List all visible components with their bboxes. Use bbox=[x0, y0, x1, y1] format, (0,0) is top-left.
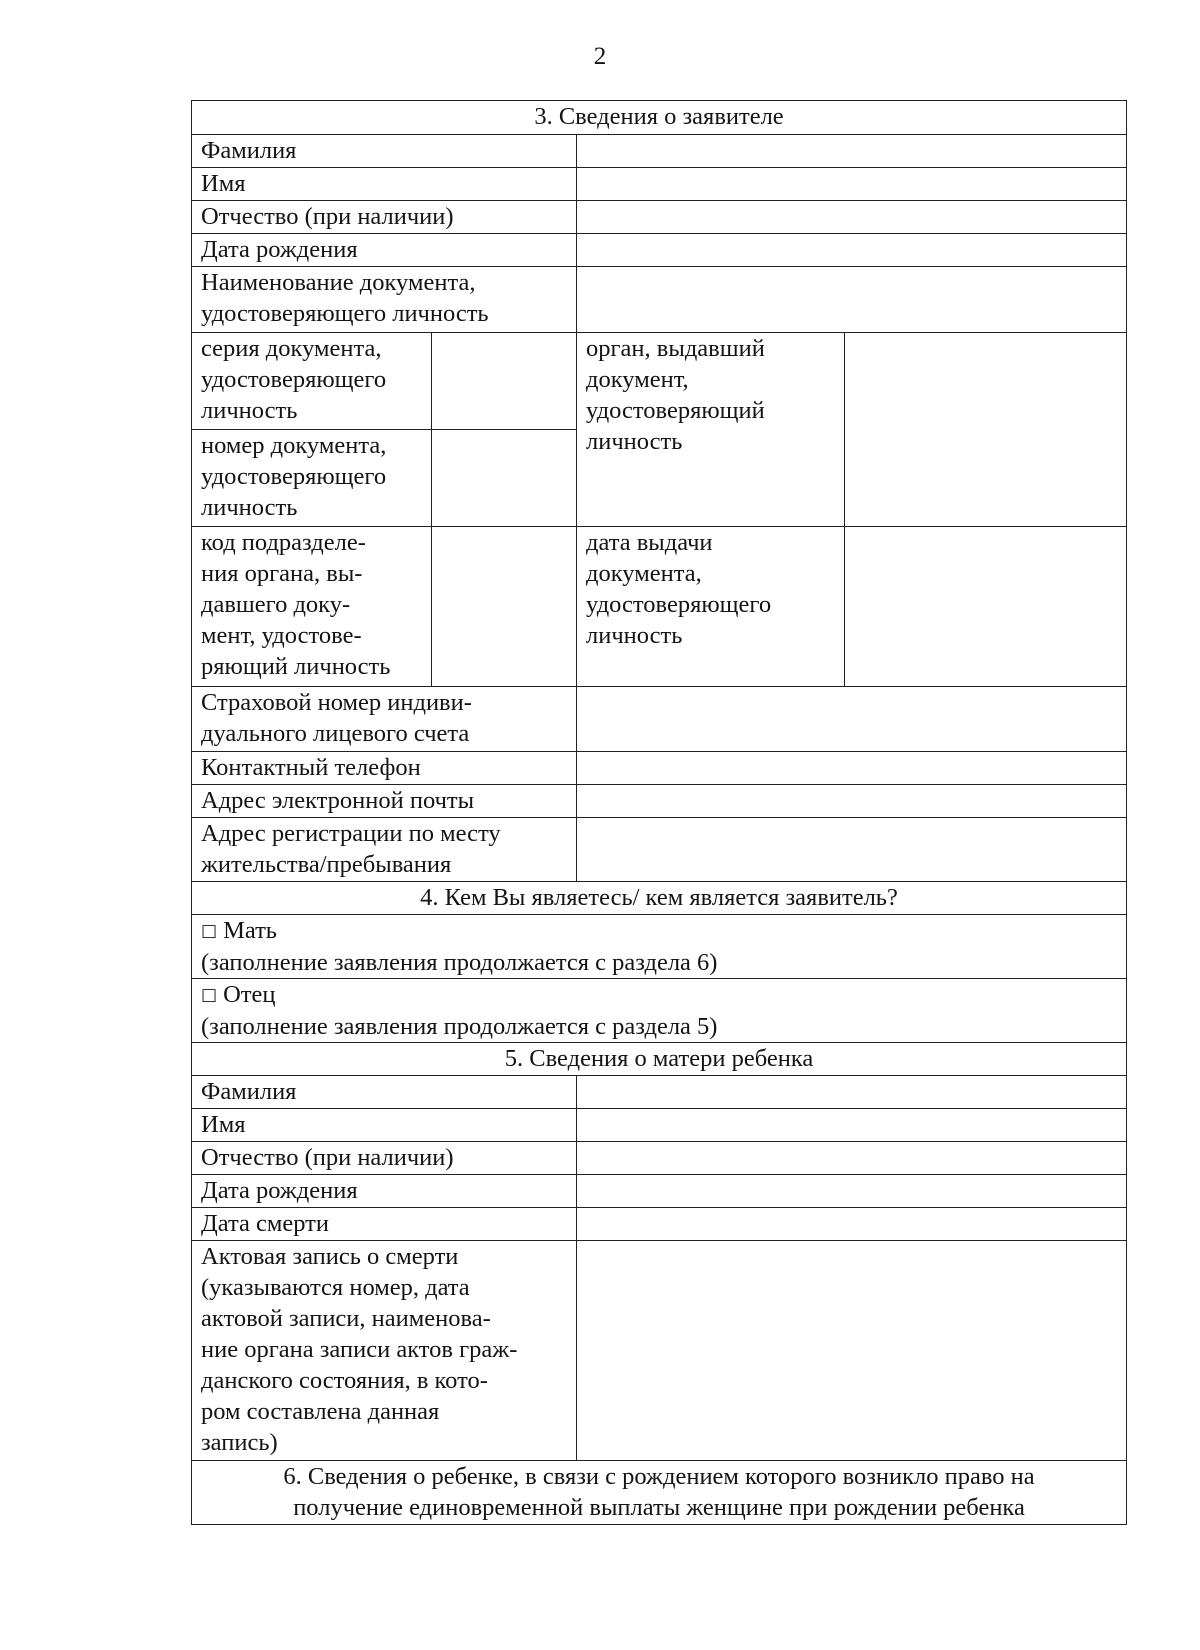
label-line: Наименование документа, bbox=[201, 269, 476, 296]
label-line: документ, bbox=[586, 366, 689, 393]
section5-title: 5. Сведения о матери ребенка bbox=[192, 1043, 1127, 1076]
label-line: мент, удостове- bbox=[201, 622, 362, 649]
table-row bbox=[192, 135, 1127, 168]
label-line: ние органа записи актов граж- bbox=[201, 1336, 518, 1363]
label-mother-last-name: Фамилия bbox=[192, 1076, 577, 1109]
label-line: Актовая запись о смерти bbox=[201, 1243, 459, 1270]
label-line: орган, выдавший bbox=[586, 335, 765, 362]
label-line: удостоверяющего bbox=[201, 366, 387, 393]
table-row bbox=[192, 687, 1127, 752]
checkbox-icon[interactable]: □ bbox=[201, 985, 218, 1005]
table-row bbox=[192, 1076, 1127, 1109]
option-father-note: (заполнение заявления продолжается с раздела 5) bbox=[201, 1013, 718, 1040]
label-line: (указываются номер, дата bbox=[201, 1274, 470, 1301]
field-issuer[interactable] bbox=[845, 333, 1127, 527]
table-row bbox=[192, 1241, 1127, 1461]
field-birth-date[interactable] bbox=[577, 234, 1127, 267]
label-line: удостоверяющий bbox=[586, 397, 765, 424]
option-mother[interactable] bbox=[192, 915, 1127, 979]
field-death-record[interactable] bbox=[577, 1241, 1127, 1461]
table-row bbox=[192, 915, 1127, 979]
table-row bbox=[192, 818, 1127, 882]
field-dept-code[interactable] bbox=[432, 527, 577, 687]
label-mother-patronymic: Отчество (при наличии) bbox=[192, 1142, 577, 1175]
label-last-name: Фамилия bbox=[192, 135, 577, 168]
label-line: личность bbox=[201, 397, 298, 424]
label-line: жительства/пребывания bbox=[201, 851, 452, 878]
label-line: номер документа, bbox=[201, 432, 387, 459]
label-line: серия документа, bbox=[201, 335, 382, 362]
label-patronymic: Отчество (при наличии) bbox=[192, 201, 577, 234]
label-line: личность bbox=[586, 622, 683, 649]
label-line: код подразделе- bbox=[201, 529, 366, 556]
table-row bbox=[192, 1142, 1127, 1175]
label-line: удостоверяющего bbox=[201, 463, 387, 490]
table-row bbox=[192, 1109, 1127, 1142]
label-line: дуального лицевого счета bbox=[201, 720, 470, 747]
table-row bbox=[192, 234, 1127, 267]
field-mother-patronymic[interactable] bbox=[577, 1142, 1127, 1175]
label-email: Адрес электронной почты bbox=[192, 785, 577, 818]
field-mother-last-name[interactable] bbox=[577, 1076, 1127, 1109]
option-mother-label: Мать bbox=[223, 917, 277, 944]
section6-header-row bbox=[192, 1461, 1127, 1525]
label-death-record bbox=[192, 1241, 577, 1461]
label-line: удостоверяющего bbox=[586, 591, 772, 618]
section6-title bbox=[192, 1461, 1127, 1525]
checkbox-icon[interactable]: □ bbox=[201, 921, 218, 941]
section6-title-line: 6. Сведения о ребенке, в связи с рождением которого возникло право на bbox=[283, 1463, 1035, 1490]
field-issue-date[interactable] bbox=[845, 527, 1127, 687]
label-line: ряющий личность bbox=[201, 653, 391, 680]
label-mother-birth-date: Дата рождения bbox=[192, 1175, 577, 1208]
label-first-name: Имя bbox=[192, 168, 577, 201]
label-address bbox=[192, 818, 577, 882]
label-doc-series bbox=[192, 333, 432, 430]
section4-title: 4. Кем Вы являетесь/ кем является заявитель? bbox=[192, 882, 1127, 915]
field-first-name[interactable] bbox=[577, 168, 1127, 201]
field-last-name[interactable] bbox=[577, 135, 1127, 168]
table-row bbox=[192, 785, 1127, 818]
section4-header-row bbox=[192, 882, 1127, 915]
label-identity-document bbox=[192, 267, 577, 333]
label-mother-death-date: Дата смерти bbox=[192, 1208, 577, 1241]
table-row bbox=[192, 1208, 1127, 1241]
section6-title-line: получение единовременной выплаты женщине при рождении ребенка bbox=[293, 1494, 1025, 1521]
label-birth-date: Дата рождения bbox=[192, 234, 577, 267]
label-line: Адрес регистрации по месту bbox=[201, 820, 501, 847]
field-snils[interactable] bbox=[577, 687, 1127, 752]
label-line: запись) bbox=[201, 1429, 278, 1456]
section5-header-row bbox=[192, 1043, 1127, 1076]
label-line: дата выдачи bbox=[586, 529, 713, 556]
application-form-table bbox=[191, 100, 1127, 1525]
label-line: давшего доку- bbox=[201, 591, 351, 618]
label-line: ния органа, вы- bbox=[201, 560, 363, 587]
field-identity-document[interactable] bbox=[577, 267, 1127, 333]
label-issuer bbox=[577, 333, 845, 527]
field-doc-series[interactable] bbox=[432, 333, 577, 430]
label-line: актовой записи, наименова- bbox=[201, 1305, 491, 1332]
option-father-label: Отец bbox=[223, 981, 276, 1008]
label-line: личность bbox=[201, 494, 298, 521]
label-snils bbox=[192, 687, 577, 752]
field-phone[interactable] bbox=[577, 752, 1127, 785]
table-row bbox=[192, 267, 1127, 333]
label-line: удостоверяющего личность bbox=[201, 300, 489, 327]
label-line: Страховой номер индиви- bbox=[201, 689, 472, 716]
field-mother-birth-date[interactable] bbox=[577, 1175, 1127, 1208]
field-mother-death-date[interactable] bbox=[577, 1208, 1127, 1241]
option-father[interactable] bbox=[192, 979, 1127, 1043]
field-address[interactable] bbox=[577, 818, 1127, 882]
table-row bbox=[192, 201, 1127, 234]
option-line bbox=[201, 915, 1117, 947]
table-row bbox=[192, 527, 1127, 687]
page-number: 2 bbox=[593, 43, 607, 70]
label-line: данского состояния, в кото- bbox=[201, 1367, 488, 1394]
label-phone: Контактный телефон bbox=[192, 752, 577, 785]
option-mother-note: (заполнение заявления продолжается с раздела 6) bbox=[201, 949, 718, 976]
label-issue-date bbox=[577, 527, 845, 687]
table-row bbox=[192, 168, 1127, 201]
field-mother-first-name[interactable] bbox=[577, 1109, 1127, 1142]
label-line: ром составлена данная bbox=[201, 1398, 440, 1425]
field-doc-number[interactable] bbox=[432, 430, 577, 527]
section3-header-row bbox=[192, 101, 1127, 135]
field-patronymic[interactable] bbox=[577, 201, 1127, 234]
table-row bbox=[192, 333, 1127, 430]
table-row bbox=[192, 1175, 1127, 1208]
table-row bbox=[192, 752, 1127, 785]
label-doc-number bbox=[192, 430, 432, 527]
label-line: личность bbox=[586, 428, 683, 455]
section3-title: 3. Сведения о заявителе bbox=[192, 101, 1127, 135]
field-email[interactable] bbox=[577, 785, 1127, 818]
option-line bbox=[201, 979, 1117, 1011]
label-mother-first-name: Имя bbox=[192, 1109, 577, 1142]
table-row bbox=[192, 979, 1127, 1043]
label-dept-code bbox=[192, 527, 432, 687]
label-line: документа, bbox=[586, 560, 702, 587]
